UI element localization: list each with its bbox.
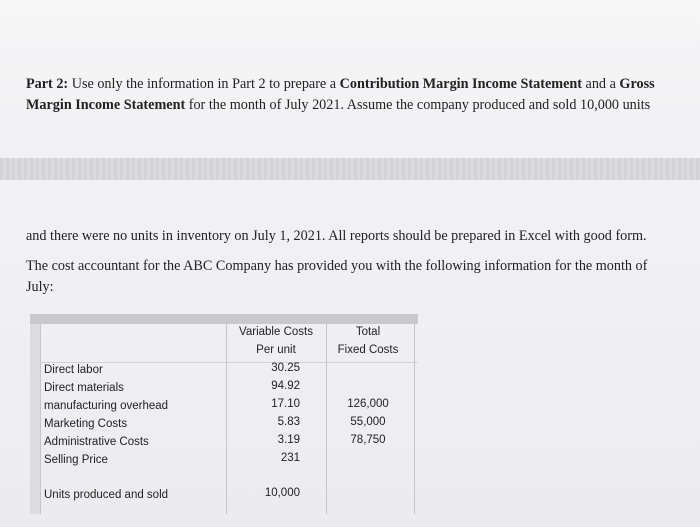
row-label: Marketing Costs: [44, 418, 128, 430]
row-variable-cost: 3.19: [277, 434, 300, 446]
row-fixed-cost: 126,000: [347, 398, 389, 410]
part2-prefix: Part 2:: [26, 76, 69, 92]
units-label: Units produced and sold: [44, 489, 169, 501]
part2-bold2: Gross Margin Income Statement: [26, 76, 655, 113]
page-divider: [0, 158, 700, 180]
continuation-text: and there were no units in inventory on July 1, 2021. All reports should be prepared in Excel with good form.: [26, 228, 647, 244]
row-variable-cost: 94.92: [271, 380, 300, 392]
part2-bold1: Contribution Margin Income Statement: [339, 76, 582, 92]
header-fixed-costs: Fixed Costs: [337, 344, 399, 356]
row-variable-cost: 30.25: [271, 362, 300, 374]
cost-spreadsheet: [30, 314, 418, 514]
row-label: Administrative Costs: [44, 436, 149, 448]
header-per-unit: Per unit: [256, 344, 296, 356]
gridline: [40, 324, 41, 514]
intro-text: The cost accountant for the ABC Company has provided you with the following information for the month of July:: [26, 258, 648, 295]
units-value: 10,000: [264, 487, 300, 499]
row-label: Direct labor: [44, 364, 103, 376]
header-variable-costs: Variable Costs: [239, 326, 313, 338]
part2-text3: for the month of July 2021. Assume the company produced and sold 10,000 units: [185, 97, 651, 113]
row-variable-cost: 17.10: [271, 398, 300, 410]
part2-text2: and a: [581, 76, 620, 92]
part2-instructions: [26, 74, 676, 116]
row-variable-cost: 231: [280, 452, 300, 464]
row-number-gutter: [30, 324, 40, 514]
row-fixed-cost: 78,750: [350, 434, 386, 446]
row-label: Direct materials: [44, 382, 124, 394]
column-header-strip: [30, 314, 418, 324]
row-label: Selling Price: [44, 454, 108, 466]
header-total: Total: [355, 326, 381, 338]
part2-text1: Use only the information in Part 2 to prepare a: [68, 76, 340, 92]
gridline: [326, 324, 327, 514]
row-fixed-cost: 55,000: [350, 416, 386, 428]
row-variable-cost: 5.83: [277, 416, 300, 428]
gridline: [414, 324, 415, 514]
row-label: manufacturing overhead: [44, 400, 169, 412]
